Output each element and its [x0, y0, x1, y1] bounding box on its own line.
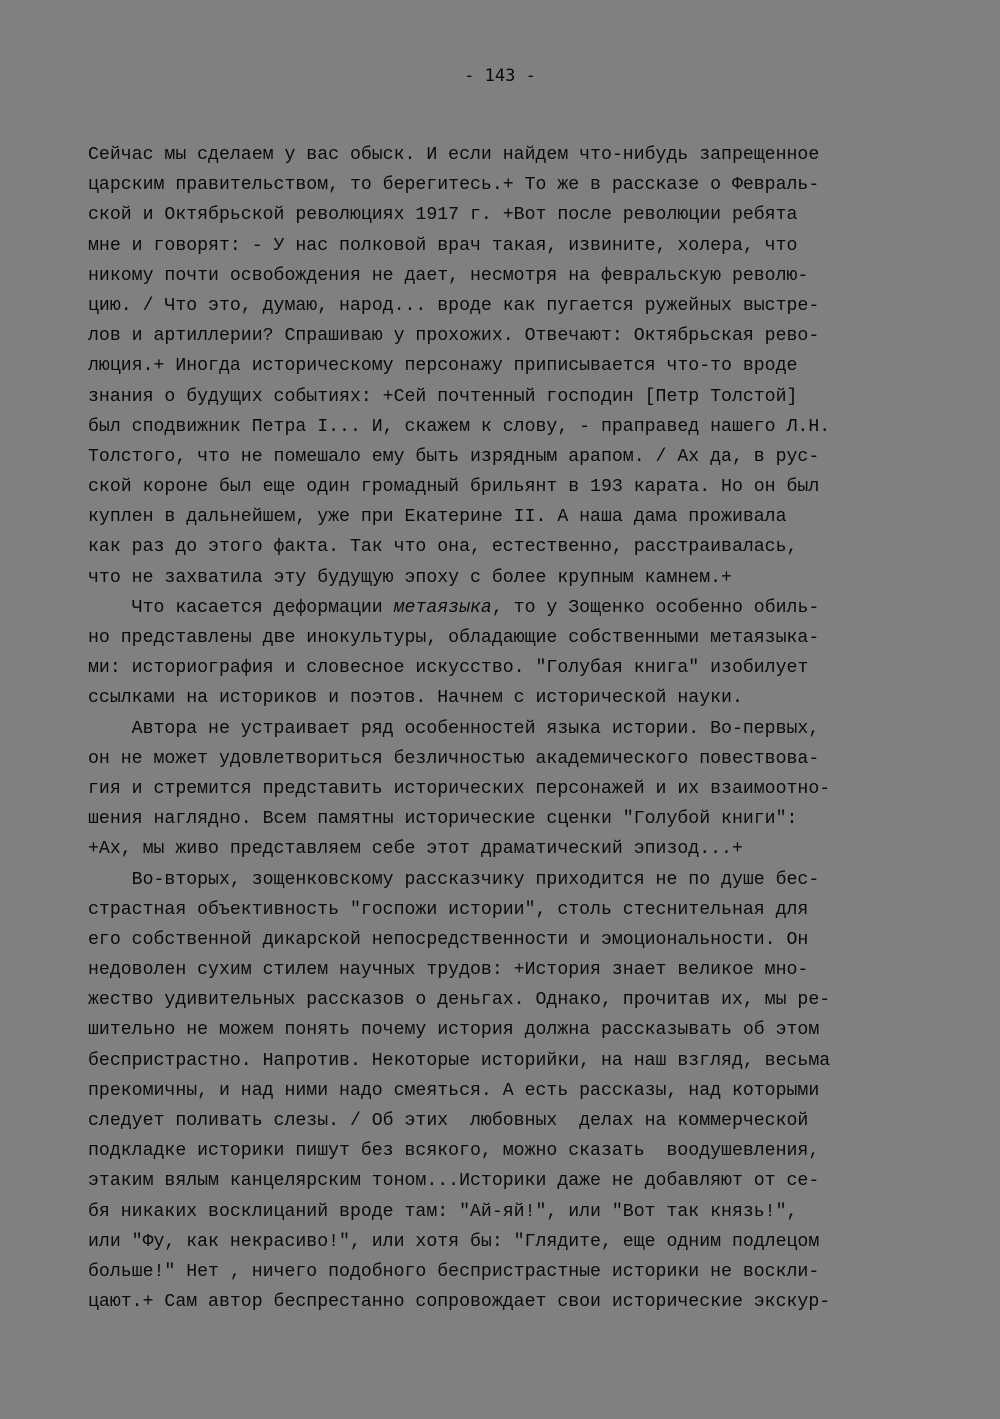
text-line: ми: историография и словесное искусство. "Голубая книга" изобилует — [88, 658, 809, 679]
text-line: был сподвижник Петра I... И, скажем к слову, - праправед нашего Л.Н. — [88, 416, 831, 437]
text-line: знания о будущих событиях: +Сей почтенный господин [Петр Толстой] — [88, 386, 798, 407]
text-line: ской короне был еще один громадный брильянт в 193 карата. Но он был — [88, 477, 820, 498]
text-line: +Ах, мы живо представляем себе этот драматический эпизод...+ — [88, 839, 743, 860]
text-segment: Что касается деформации — [88, 597, 394, 618]
text-line: Во-вторых, зощенковскому рассказчику приходится не по душе бес- — [88, 869, 820, 890]
italic-term: метаязыка — [393, 597, 492, 618]
text-line: бя никаких восклицаний вроде там: "Ай-яй!", или "Вот так князь!", — [88, 1201, 798, 1222]
text-line: прекомичны, и над ними надо смеяться. А есть рассказы, над которыми — [88, 1080, 820, 1101]
text-line: подкладке историки пишут без всякого, можно сказать воодушевления, — [88, 1141, 820, 1162]
text-line: жество удивительных рассказов о деньгах. Однако, прочитав их, мы ре- — [88, 990, 831, 1011]
text-line: следует поливать слезы. / Об этих любовных делах на коммерческой — [88, 1111, 809, 1131]
text-line: этаким вялым канцелярским тоном...Историки даже не добавляют от се- — [88, 1171, 820, 1192]
text-line: Автора не устраивает ряд особенностей языка истории. Во-первых, — [88, 718, 820, 739]
text-line: он не может удовлетвориться безличностью академического повествова- — [88, 748, 820, 769]
text-line: лов и артиллерии? Спрашиваю у прохожих. Отвечают: Октябрьская рево- — [88, 326, 820, 347]
text-line: гия и стремится представить исторических персонажей и их взаимоотно- — [88, 778, 831, 799]
text-line: царским правительством, то берегитесь.+ То же в рассказе о Февраль- — [88, 175, 820, 196]
text-line: мне и говорят: - У нас полковой врач такая, извините, холера, что — [88, 235, 798, 256]
text-line: ской и Октябрьской революциях 1917 г. +Вот после революции ребята — [88, 205, 798, 226]
text-segment: , то у Зощенко особенно обиль- — [491, 597, 820, 618]
text-line: его собственной дикарской непосредственности и эмоциональности. Он — [88, 929, 809, 950]
text-line: что не захватила эту будущую эпоху с более крупным камнем.+ — [88, 567, 732, 588]
text-line-with-italic — [88, 593, 918, 623]
text-line: Толстого, что не помешало ему быть изрядным арапом. / Ах да, в рус- — [88, 446, 820, 467]
body-text — [88, 140, 918, 1317]
text-line: шительно не можем понять почему история должна рассказывать об этом — [88, 1020, 820, 1041]
text-line: но представлены две инокультуры, обладающие собственными метаязыка- — [88, 628, 820, 648]
page-number: - 143 - — [464, 66, 536, 86]
text-line: цают.+ Сам автор беспрестанно сопровождает свои исторические экскур- — [88, 1292, 831, 1313]
text-line: никому почти освобождения не дает, несмотря на февральскую револю- — [88, 265, 809, 286]
text-line: Сейчас мы сделаем у вас обыск. И если найдем что-нибудь запрещенное — [88, 145, 820, 165]
text-line: или "Фу, как некрасиво!", или хотя бы: "Глядите, еще одним подлецом — [88, 1231, 820, 1252]
text-line: шения наглядно. Всем памятны исторические сценки "Голубой книги": — [88, 809, 798, 830]
text-line: как раз до этого факта. Так что она, естественно, расстраивалась, — [88, 537, 798, 558]
text-line: цию. / Что это, думаю, народ... вроде как пугается ружейных выстре- — [88, 295, 820, 316]
text-line: страстная объективность "госпожи истории", столь стеснительная для — [88, 899, 809, 920]
text-line: ссылками на историков и поэтов. Начнем с исторической науки. — [88, 688, 743, 709]
text-line: беспристрастно. Напротив. Некоторые историйки, на наш взгляд, весьма — [88, 1050, 831, 1071]
text-line: недоволен сухим стилем научных трудов: +История знает великое мно- — [88, 960, 809, 981]
text-line: люция.+ Иногда историческому персонажу приписывается что-то вроде — [88, 356, 798, 377]
text-line: больше!" Нет , ничего подобного беспристрастные историки не воскли- — [88, 1261, 820, 1282]
text-line: куплен в дальнейшем, уже при Екатерине II. А наша дама проживала — [88, 507, 787, 528]
